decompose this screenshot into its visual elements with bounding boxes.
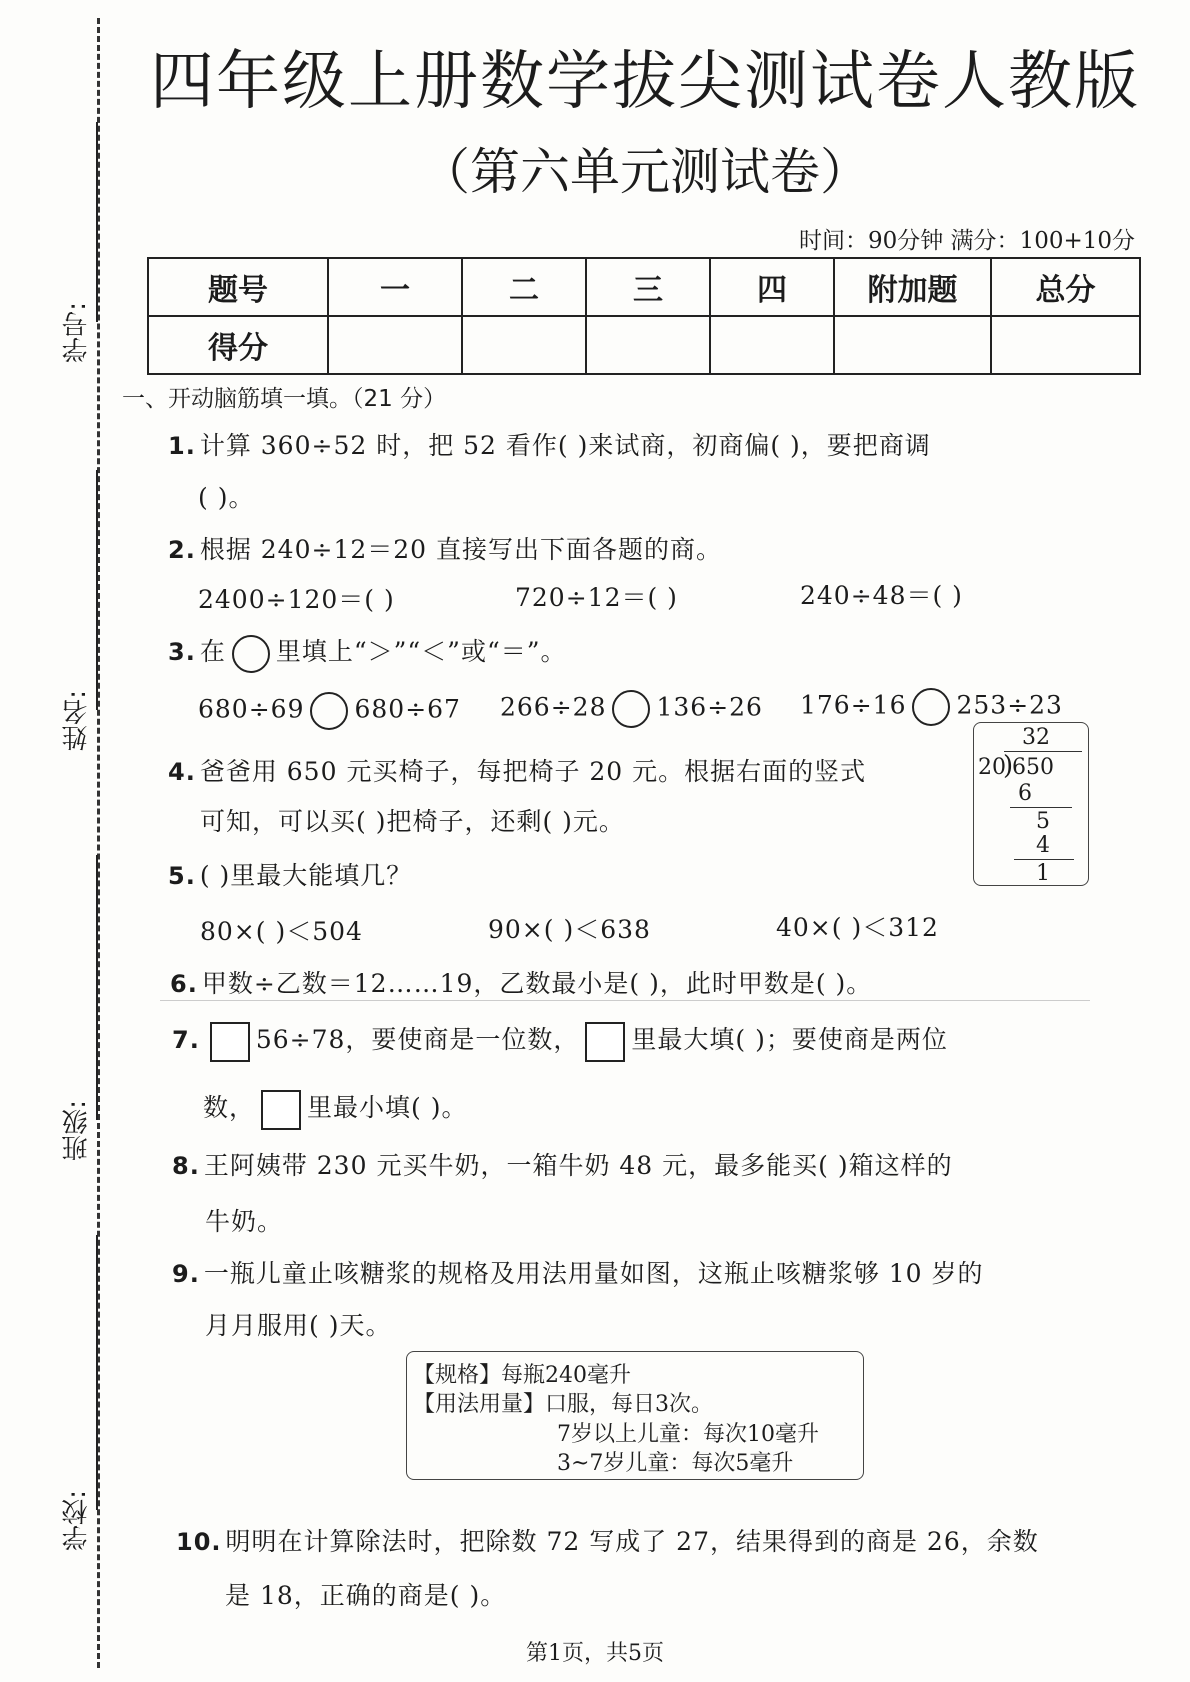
score-header-cell: 附加题 bbox=[834, 258, 991, 316]
question-9-cont[interactable]: 月月服用( )天。 bbox=[205, 1311, 392, 1340]
question-4-text: 爸爸用 650 元买椅子，每把椅子 20 元。根据右面的竖式 bbox=[199, 757, 867, 786]
question-8 bbox=[172, 1146, 953, 1182]
question-3-b bbox=[500, 690, 763, 728]
question-number: 6. bbox=[170, 970, 198, 998]
question-4 bbox=[168, 752, 866, 788]
expr: 253÷23 bbox=[956, 690, 1063, 720]
expr: 680÷69 bbox=[198, 694, 305, 724]
question-2-c[interactable]: 240÷48＝( ) bbox=[800, 581, 963, 610]
question-1 bbox=[168, 426, 931, 462]
question-number: 5. bbox=[168, 862, 196, 890]
question-7-text-d[interactable]: 里最小填( )。 bbox=[307, 1093, 468, 1122]
school-field[interactable] bbox=[36, 1490, 96, 1610]
question-number: 8. bbox=[172, 1152, 200, 1180]
question-number: 3. bbox=[168, 638, 196, 666]
question-number: 1. bbox=[168, 432, 196, 460]
division-step: 4 bbox=[1036, 833, 1050, 858]
answer-circle[interactable] bbox=[310, 692, 348, 730]
spec-line: 3~7岁儿童：每次5毫升 bbox=[557, 1451, 794, 1476]
question-number: 2. bbox=[168, 536, 196, 564]
question-number: 9. bbox=[172, 1260, 200, 1288]
question-9-text: 一瓶儿童止咳糖浆的规格及用法用量如图，这瓶止咳糖浆够 10 岁的 bbox=[203, 1259, 984, 1288]
question-10-cont[interactable]: 是 18，正确的商是( )。 bbox=[225, 1581, 507, 1610]
expr: 136÷26 bbox=[656, 692, 763, 722]
score-cell[interactable] bbox=[834, 316, 991, 374]
score-header-cell: 二 bbox=[462, 258, 586, 316]
class-line bbox=[96, 855, 98, 1120]
question-6-text[interactable]: 甲数÷乙数＝12……19，乙数最小是( )，此时甲数是( )。 bbox=[201, 969, 873, 998]
score-header-cell: 三 bbox=[586, 258, 710, 316]
question-1-cont[interactable]: ( )。 bbox=[198, 483, 255, 512]
score-row bbox=[148, 316, 1140, 374]
question-2-a[interactable]: 2400÷120＝( ) bbox=[198, 585, 395, 614]
score-cell[interactable] bbox=[586, 316, 710, 374]
division-step: 6 bbox=[1018, 781, 1032, 806]
question-7-text-b[interactable]: 里最大填( )；要使商是两位 bbox=[631, 1025, 948, 1054]
compare-circle-icon bbox=[232, 635, 270, 673]
question-number: 10. bbox=[176, 1528, 222, 1556]
section-heading: 一、开动脑筋填一填。（21 分） bbox=[122, 386, 447, 412]
score-cell[interactable] bbox=[462, 316, 586, 374]
question-7 bbox=[172, 1020, 948, 1062]
question-10 bbox=[176, 1522, 1039, 1558]
question-7-text-c: 数， bbox=[203, 1093, 256, 1122]
digit-box[interactable] bbox=[210, 1022, 250, 1062]
name-label: 姓名: bbox=[62, 690, 92, 751]
question-8-text[interactable]: 王阿姨带 230 元买牛奶，一箱牛奶 48 元，最多能买( )箱这样的 bbox=[203, 1151, 953, 1180]
expr: 176÷16 bbox=[800, 690, 907, 720]
question-1-text[interactable]: 计算 360÷52 时，把 52 看作( )来试商，初商偏( )，要把商调 bbox=[199, 431, 931, 460]
score-cell[interactable] bbox=[710, 316, 834, 374]
question-3-stem-a: 在 bbox=[199, 637, 226, 666]
question-5 bbox=[168, 856, 412, 892]
score-cell[interactable] bbox=[991, 316, 1140, 374]
score-header-cell: 一 bbox=[328, 258, 462, 316]
question-2-stem: 根据 240÷12＝20 直接写出下面各题的商。 bbox=[199, 535, 723, 564]
question-3-a bbox=[198, 692, 461, 730]
dividend: 650 bbox=[1012, 755, 1054, 780]
question-8-cont: 牛奶。 bbox=[205, 1207, 284, 1236]
school-label: 学校: bbox=[62, 1490, 92, 1551]
score-cell[interactable] bbox=[328, 316, 462, 374]
question-2 bbox=[168, 530, 722, 566]
question-4-cont[interactable]: 可知，可以买( )把椅子，还剩( )元。 bbox=[200, 807, 625, 836]
question-2-b[interactable]: 720÷12＝( ) bbox=[515, 583, 678, 612]
answer-circle[interactable] bbox=[612, 690, 650, 728]
question-5-stem[interactable]: ( )里最大能填几？ bbox=[199, 861, 413, 890]
page-subtitle: （第六单元测试卷） bbox=[420, 143, 870, 201]
digit-box-icon bbox=[261, 1090, 301, 1130]
remainder: 1 bbox=[1036, 861, 1050, 886]
student-id-field[interactable] bbox=[36, 302, 96, 422]
question-10-text: 明明在计算除法时，把除数 72 写成了 27，结果得到的商是 26，余数 bbox=[225, 1527, 1039, 1556]
spec-line: 7岁以上儿童：每次10毫升 bbox=[557, 1422, 819, 1447]
score-header-cell: 总分 bbox=[991, 258, 1140, 316]
question-5-a[interactable]: 80×( )＜504 bbox=[200, 917, 363, 946]
division-line bbox=[1010, 807, 1072, 808]
digit-box-icon bbox=[585, 1022, 625, 1062]
division-bar bbox=[1004, 751, 1082, 752]
name-line bbox=[96, 470, 98, 710]
division-line bbox=[1014, 859, 1074, 860]
question-7-text-a: 56÷78，要使商是一位数， bbox=[255, 1025, 580, 1054]
question-number: 4. bbox=[168, 758, 196, 786]
division-bracket: ) bbox=[1003, 751, 1014, 781]
expr: 680÷67 bbox=[354, 694, 461, 724]
question-3 bbox=[168, 632, 567, 673]
divisor: 20 bbox=[978, 755, 1006, 780]
question-6 bbox=[170, 964, 872, 1000]
spec-line: 【规格】每瓶240毫升 bbox=[413, 1363, 631, 1388]
expr: 266÷28 bbox=[500, 692, 607, 722]
question-number: 7. bbox=[172, 1026, 200, 1054]
name-field[interactable] bbox=[36, 690, 96, 810]
answer-circle[interactable] bbox=[912, 688, 950, 726]
page-title: 四年级上册数学拔尖测试卷人教版 bbox=[150, 45, 1140, 119]
faint-divider bbox=[160, 1000, 1090, 1001]
question-3-c bbox=[800, 688, 1063, 726]
medicine-spec-box bbox=[406, 1351, 864, 1480]
question-5-c[interactable]: 40×( )＜312 bbox=[776, 913, 939, 942]
long-division-box bbox=[973, 722, 1089, 886]
page-footer: 第1页，共5页 bbox=[526, 1641, 664, 1666]
score-header-cell: 四 bbox=[710, 258, 834, 316]
score-header-row bbox=[148, 258, 1140, 316]
score-header-cell: 题号 bbox=[148, 258, 328, 316]
quotient: 32 bbox=[1022, 725, 1050, 750]
question-3-stem-b: 里填上“＞”“＜”或“＝”。 bbox=[275, 637, 567, 666]
question-9 bbox=[172, 1254, 984, 1290]
time-info: 时间：90分钟 满分：100+10分 bbox=[798, 228, 1135, 254]
school-line bbox=[96, 1235, 98, 1510]
question-7-cont bbox=[203, 1088, 467, 1130]
class-field[interactable] bbox=[36, 1100, 96, 1220]
score-table bbox=[147, 257, 1141, 375]
student-id-label: 学号: bbox=[62, 302, 92, 363]
score-row-label: 得分 bbox=[148, 316, 328, 374]
question-5-b[interactable]: 90×( )＜638 bbox=[488, 915, 651, 944]
division-step: 5 bbox=[1036, 809, 1050, 834]
class-label: 班级: bbox=[62, 1100, 92, 1161]
spec-line: 【用法用量】口服，每日3次。 bbox=[413, 1392, 713, 1417]
